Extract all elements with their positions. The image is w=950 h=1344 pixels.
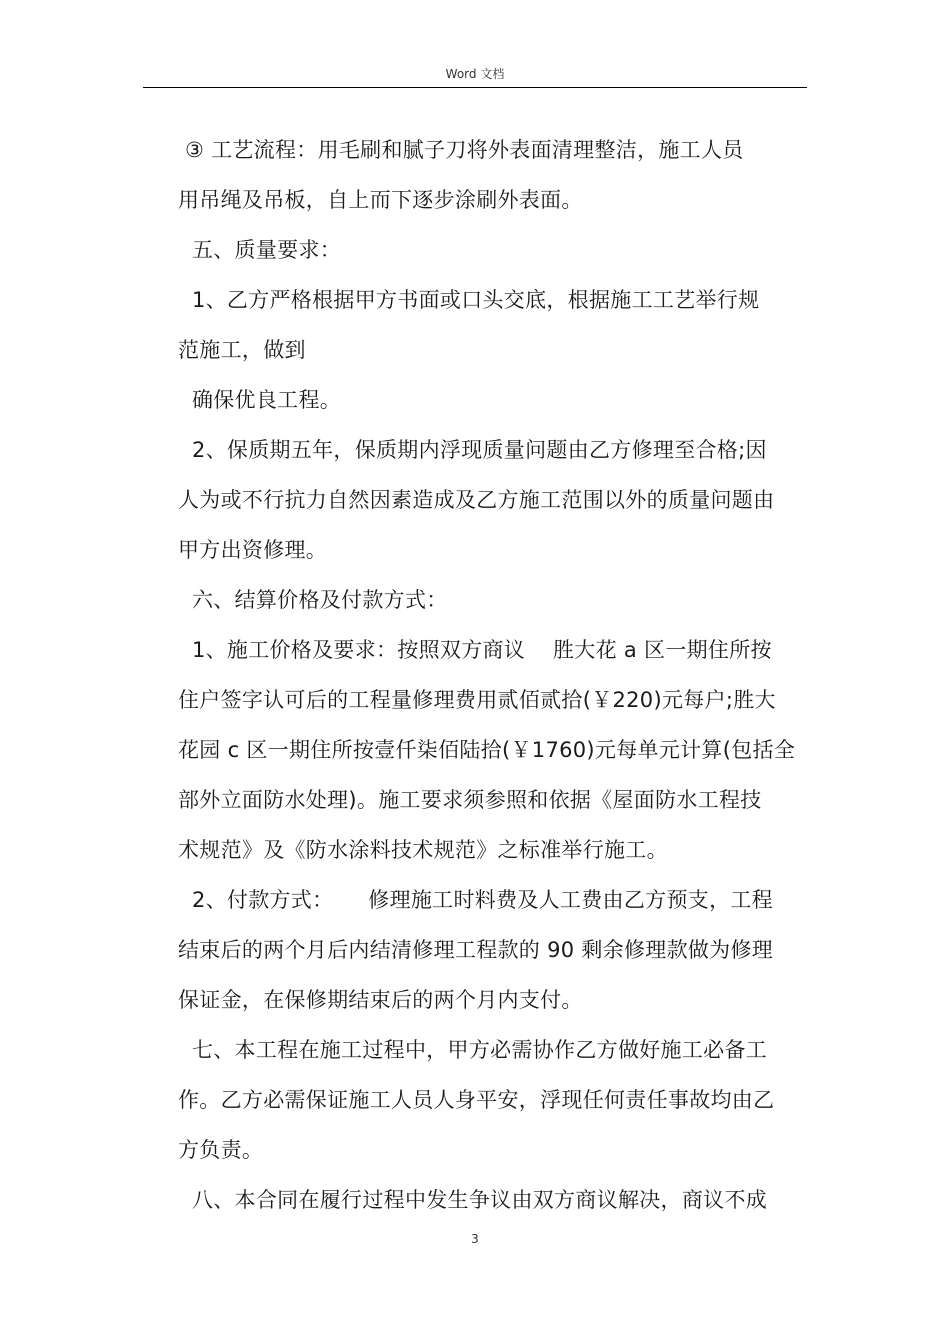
section-heading-payment: 六、结算价格及付款方式： [178,588,448,612]
body-line-11: 1、施工价格及要求：按照双方商议 胜大花 a 区一期住所按 [178,638,772,662]
body-line-17: 结束后的两个月后内结清修理工程款的 90 剩余修理款做为修理 [178,938,774,962]
section-heading-quality: 五、质量要求： [178,238,342,262]
body-line-21: 方负责。 [178,1138,264,1162]
body-line-13: 花园 c 区一期住所按壹仟柒佰陆拾(￥1760)元每单元计算(包括全 [178,738,796,762]
body-line-2: 用吊绳及吊板，自上而下逐步涂刷外表面。 [178,188,583,212]
body-line-18: 保证金，在保修期结束后的两个月内支付。 [178,988,583,1012]
section-heading-seven: 七、本工程在施工过程中，甲方必需协作乙方做好施工必备工 [178,1038,768,1062]
body-line-8: 人为或不行抗力自然因素造成及乙方施工范围以外的质量问题由 [178,488,775,512]
body-line-20: 作。乙方必需保证施工人员人身平安，浮现任何责任事故均由乙 [178,1088,775,1112]
body-line-15: 术规范》及《防水涂料技术规范》之标准举行施工。 [178,838,668,862]
body-line-7: 2、保质期五年，保质期内浮现质量问题由乙方修理至合格;因 [178,438,767,462]
header-divider [143,87,807,88]
page-header: Word 文档 [445,67,505,81]
body-line-9: 甲方出资修理。 [178,538,328,562]
page-number: 3 [471,1232,479,1246]
section-heading-eight: 八、本合同在履行过程中发生争议由双方商议解决，商议不成 [178,1188,768,1212]
body-line-14: 部外立面防水处理)。施工要求须参照和依据《屋面防水工程技 [178,788,762,812]
body-line-6: 确保优良工程。 [178,388,342,412]
body-line-1: ③ 工艺流程：用毛刷和腻子刀将外表面清理整洁，施工人员 [178,138,744,162]
body-line-5: 范施工，做到 [178,338,306,362]
body-line-4: 1、乙方严格根据甲方书面或口头交底，根据施工工艺举行规 [178,288,760,312]
document-body [178,125,808,1225]
body-line-12: 住户签字认可后的工程量修理费用贰佰贰拾(￥220)元每户;胜大 [178,688,776,712]
body-line-16: 2、付款方式： 修理施工时料费及人工费由乙方预支，工程 [178,888,773,912]
